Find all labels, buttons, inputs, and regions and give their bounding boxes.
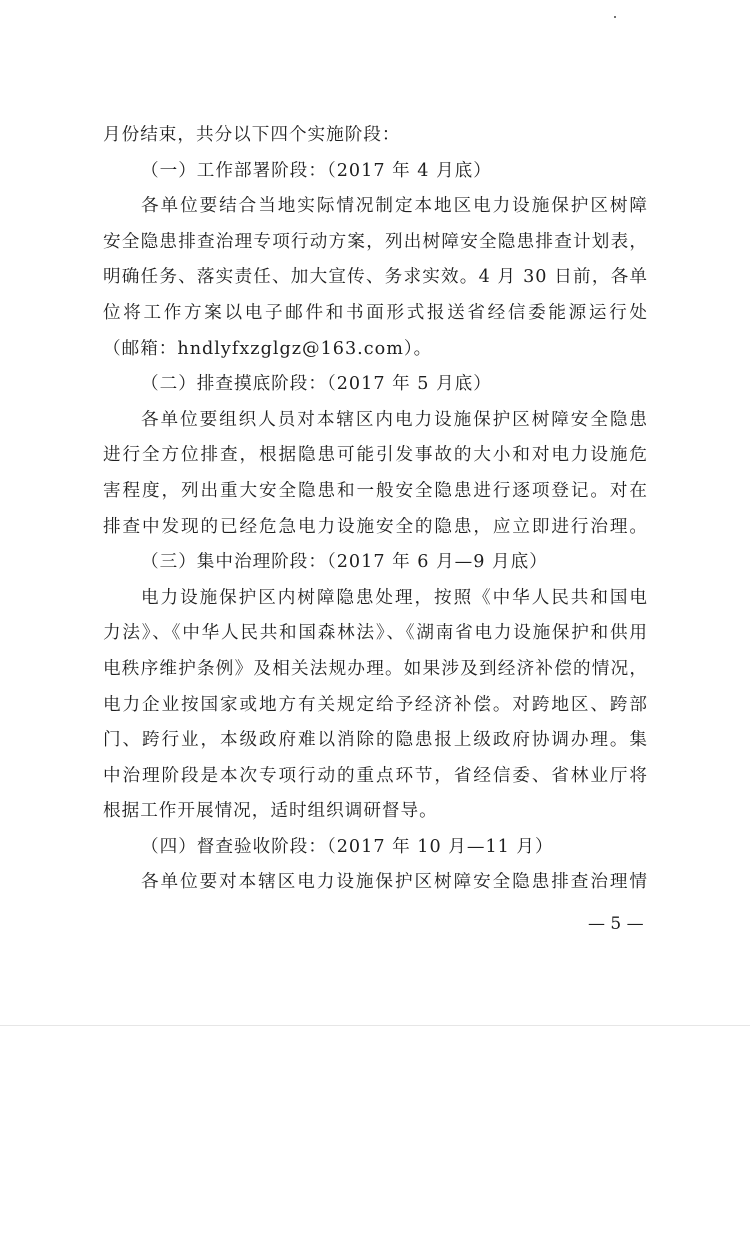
paragraph-line: 各单位要组织人员对本辖区内电力设施保护区树障安全隐患 xyxy=(141,409,648,430)
paragraph-line: （邮箱：hndlyfxzglgz@163.com）。 xyxy=(103,338,433,359)
paragraph-line: 排查中发现的已经危急电力设施安全的隐患，应立即进行治理。 xyxy=(103,516,648,537)
paragraph-line: 明确任务、落实责任、加大宣传、务求实效。4 月 30 日前，各单 xyxy=(103,267,648,288)
paragraph-line: 根据工作开展情况，适时组织调研督导。 xyxy=(103,801,438,822)
section-heading-3: （三）集中治理阶段：（2017 年 6 月—9 月底） xyxy=(141,552,548,573)
paragraph-line: 各单位要结合当地实际情况制定本地区电力设施保护区树障 xyxy=(141,196,648,217)
paragraph-line: 各单位要对本辖区电力设施保护区树障安全隐患排查治理情 xyxy=(141,872,648,893)
paragraph-line: 安全隐患排查治理专项行动方案，列出树障安全隐患排查计划表， xyxy=(103,231,648,252)
paragraph-line: 力法》、《中华人民共和国森林法》、《湖南省电力设施保护和供用 xyxy=(103,623,648,644)
paragraph-line: 月份结束，共分以下四个实施阶段： xyxy=(103,125,401,145)
scan-speck xyxy=(614,16,616,18)
section-heading-1: （一）工作部署阶段：（2017 年 4 月底） xyxy=(141,160,492,181)
paragraph-line: 中治理阶段是本次专项行动的重点环节，省经信委、省林业厅将 xyxy=(103,765,648,786)
body-text xyxy=(103,118,648,901)
page-number: — 5 — xyxy=(588,914,644,934)
paragraph-line: 电力企业按国家或地方有关规定给予经济补偿。对跨地区、跨部 xyxy=(103,694,648,715)
paragraph-line: 电秩序维护条例》及相关法规办理。如果涉及到经济补偿的情况， xyxy=(103,658,648,679)
scan-edge-divider xyxy=(0,1025,750,1026)
paragraph-line: 进行全方位排查，根据隐患可能引发事故的大小和对电力设施危 xyxy=(103,445,648,466)
paragraph-line: 害程度，列出重大安全隐患和一般安全隐患进行逐项登记。对在 xyxy=(103,480,648,501)
section-heading-2: （二）排查摸底阶段：（2017 年 5 月底） xyxy=(141,374,492,395)
paragraph-line: 电力设施保护区内树障隐患处理，按照《中华人民共和国电 xyxy=(141,587,648,608)
paragraph-line: 位将工作方案以电子邮件和书面形式报送省经信委能源运行处 xyxy=(103,302,648,323)
section-heading-4: （四）督查验收阶段：（2017 年 10 月—11 月） xyxy=(141,836,554,857)
paragraph-line: 门、跨行业，本级政府难以消除的隐患报上级政府协调办理。集 xyxy=(103,730,648,751)
